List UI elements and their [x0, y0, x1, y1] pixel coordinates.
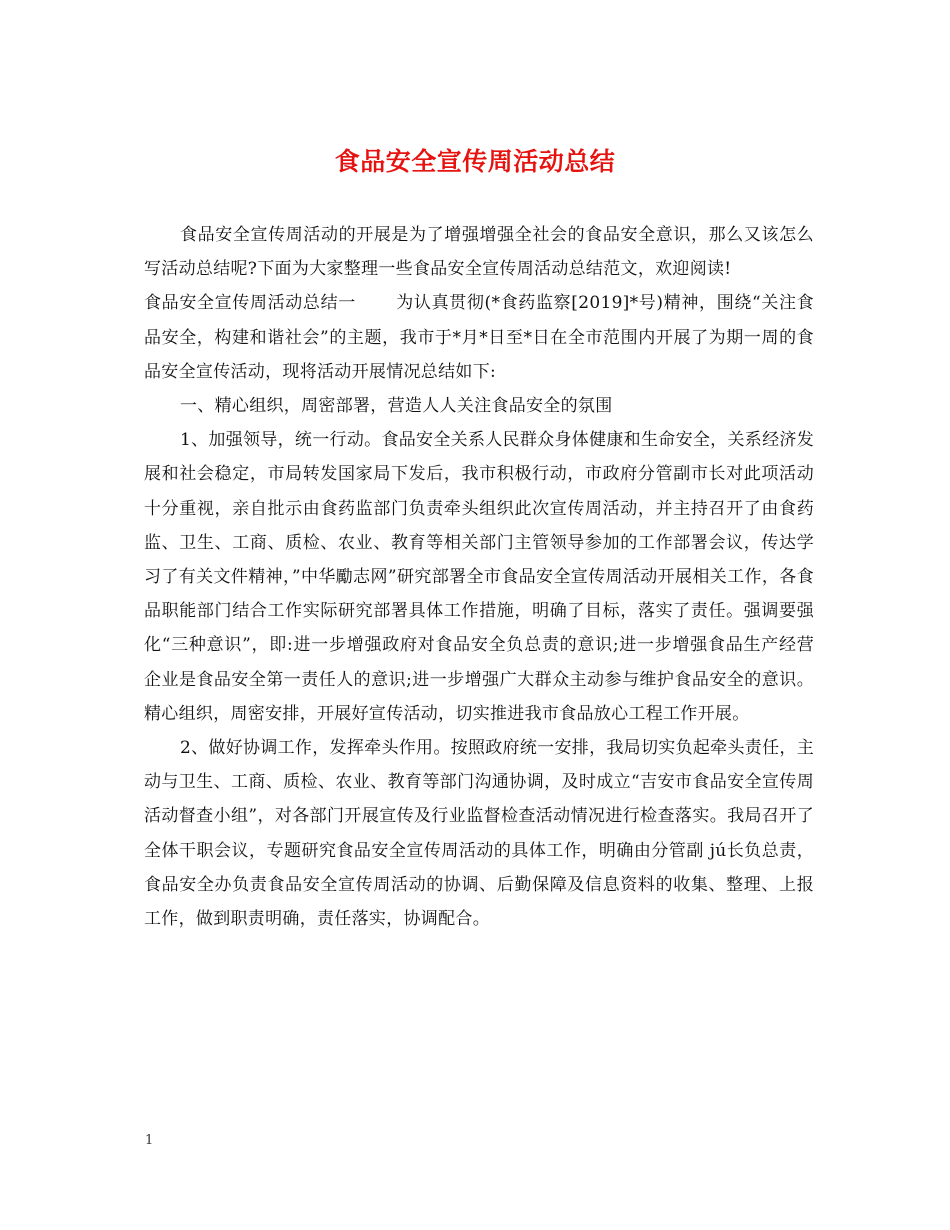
- section-paragraph: [144, 286, 814, 389]
- document-title: 食品安全宣传周活动总结: [334, 147, 616, 176]
- section-heading: 食品安全宣传周活动总结一: [144, 293, 356, 314]
- part-one-heading: 一、精心组织，周密部署，营造人人关注食品安全的氛围: [180, 396, 613, 417]
- document-body: [144, 218, 814, 936]
- item-two-paragraph: 2、做好协调工作，发挥牵头作用。按照政府统一安排，我局切实负起牵头责任，主动与卫生、工商、质检、农业、教育等部门沟通协调，及时成立“吉安市食品安全宣传周活动督查小组”，对各部门开展宣传及行业监督检查活动情况进行检查落实。我局召开了全体干职会议，专题研究食品安全宣传周活动的具体工作，明确由分管副 jú长负总责，食品安全办负责食品安全宣传周活动的协调、后勤保障及信息资料的收集、整理、上报工作，做到职责明确，责任落实，协调配合。: [144, 738, 814, 930]
- page-number: 1: [145, 1133, 154, 1148]
- item-one-paragraph: 1、加强领导，统一行动。食品安全关系人民群众身体健康和生命安全，关系经济发展和社会稳定，市局转发国家局下发后，我市积极行动，市政府分管副市长对此项活动十分重视，亲自批示由食药监部门负责牵头组织此次宣传周活动，并主持召开了由食药监、卫生、工商、质检、农业、教育等相关部门主管领导参加的工作部署会议，传达学习了有关文件精神，”中华勵志网”研究部署全市食品安全宣传周活动开展相关工作，各食品职能部门结合工作实际研究部署具体工作措施，明确了目标，落实了责任。强调要强化“三种意识”，即:进一步增强政府对食品安全负总责的意识;进一步增强食品生产经营企业是食品安全第一责任人的意识;进一步增强广大群众主动参与维护食品安全的意识。精心组织，周密安排，开展好宣传活动，切实推进我市食品放心工程工作开展。: [144, 430, 814, 724]
- section-lead-text: 为认真贯彻(*食药监察[2019]*号)精神，围绕“关注食品安全，构建和谐社会”的主题，我市于*月*日至*日在全市范围内开展了为期一周的食品安全宣传活动，现将活动开展情况总结如下:: [144, 293, 814, 382]
- intro-paragraph: 食品安全宣传周活动的开展是为了增强增强全社会的食品安全意识，那么又该怎么写活动总结呢?下面为大家整理一些食品安全宣传周活动总结范文，欢迎阅读!: [144, 225, 814, 280]
